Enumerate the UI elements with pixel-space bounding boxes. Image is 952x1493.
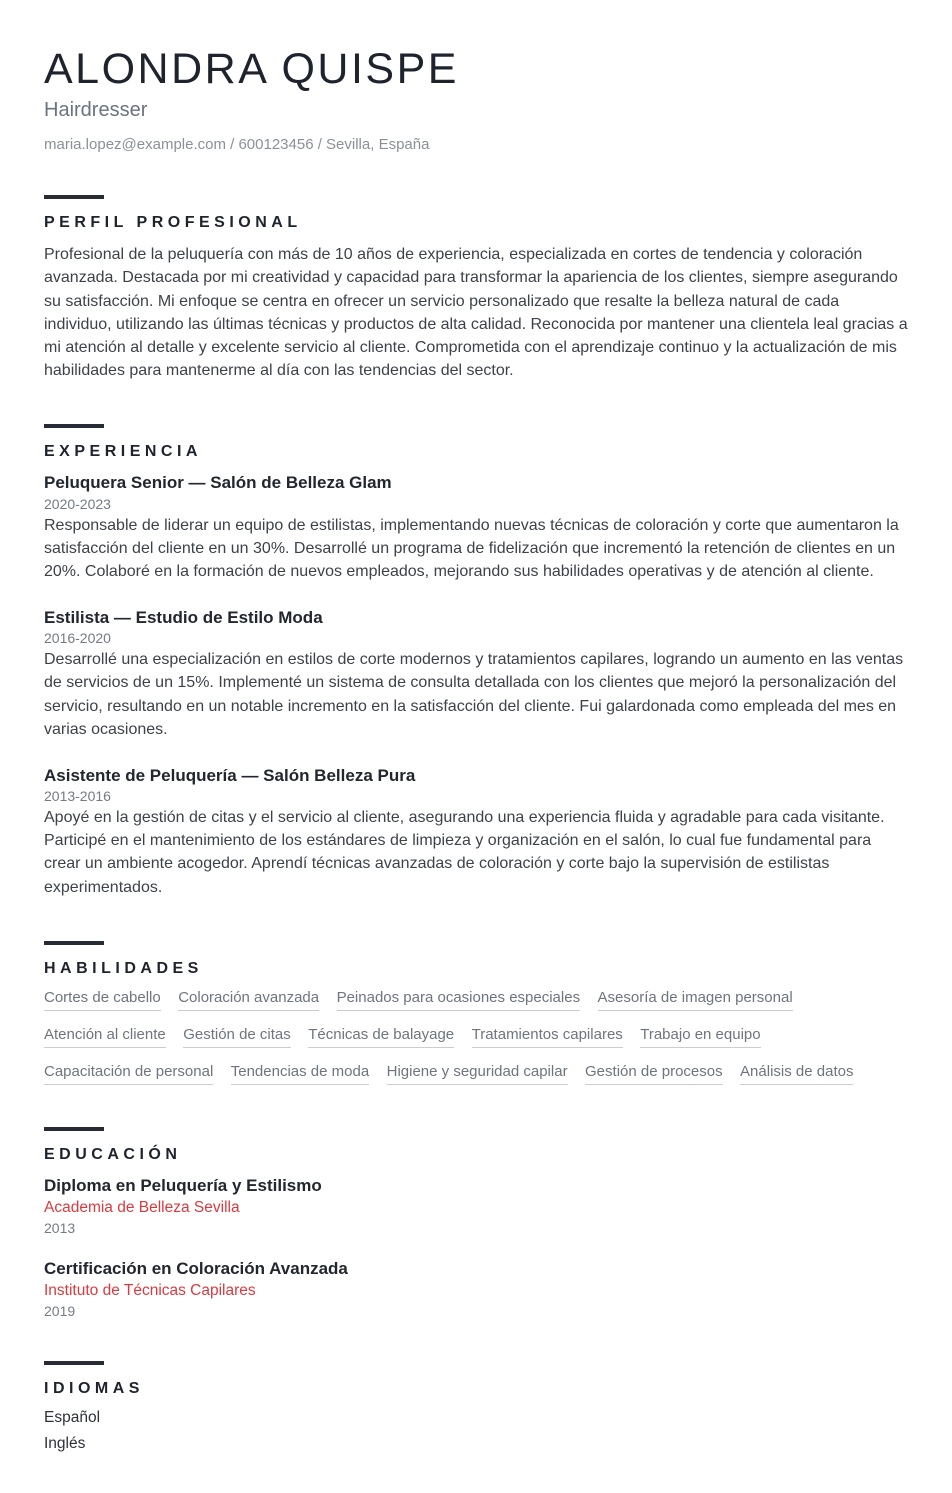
job-entry [44,472,908,583]
education-year: 2013 [44,1219,76,1236]
section-languages [44,1361,908,1453]
skill-item: Higiene y seguridad capilar [387,1063,568,1085]
education-heading: EDUCACIÓN [44,1145,182,1163]
section-rule [44,941,104,945]
section-skills [44,941,908,1085]
section-experience [44,424,908,898]
section-rule [44,424,104,428]
skill-item: Gestión de procesos [585,1063,723,1085]
job-description: Responsable de liderar un equipo de estilistas, implementando nuevas técnicas de coloración y corte que aumentaron la satisfacción del cliente en un 30%. Desarrollé un programa de fidelización que incrementó la retención de clientes en un 20%. Colaboré en la formación de nuevos empleados, mejorando sus habilidades operativas y de atención al cliente. [44,516,899,580]
candidate-name: ALONDRA QUISPE [44,45,459,93]
skills-row [44,1063,908,1085]
profile-heading: PERFIL PROFESIONAL [44,214,302,232]
job-entry [44,765,908,899]
skill-item: Asesoría de imagen personal [598,989,793,1011]
job-description: Desarrollé una especialización en estilos de corte modernos y tratamientos capilares, logrando un aumento en las ventas de servicios de un 15%. Implementé un sistema de consulta detallada con los clientes que mejoró la personalización del servicio, resultando en un notable incremento en la satisfacción del cliente. Fui galardonada como empleada del mes en varias ocasiones. [44,651,904,738]
skill-item: Trabajo en equipo [640,1026,760,1048]
language-item: Español [44,1408,101,1426]
languages-heading: IDIOMAS [44,1379,144,1397]
section-rule [44,1361,104,1365]
job-entry [44,607,908,741]
candidate-role: Hairdresser [44,99,148,122]
skill-item: Tratamientos capilares [472,1026,623,1048]
section-profile [44,195,908,382]
section-rule [44,1127,104,1131]
skill-item: Capacitación de personal [44,1063,213,1085]
education-degree: Diploma en Peluquería y Estilismo [44,1175,322,1195]
contact-info: maria.lopez@example.com / 600123456 / Sevilla, España [44,136,430,154]
skill-item: Coloración avanzada [178,989,319,1011]
skills-row [44,1026,908,1048]
job-dates: 2016-2020 [44,630,111,647]
skill-item: Cortes de cabello [44,989,161,1011]
education-entry [44,1175,908,1236]
skill-item: Análisis de datos [740,1063,853,1085]
skill-item: Peinados para ocasiones especiales [337,989,581,1011]
education-year: 2019 [44,1302,76,1319]
section-rule [44,195,104,199]
section-education [44,1127,908,1319]
skill-item: Atención al cliente [44,1026,166,1048]
skill-item: Gestión de citas [183,1026,291,1048]
resume-header [44,46,908,153]
education-degree: Certificación en Coloración Avanzada [44,1258,348,1278]
skill-item: Tendencias de moda [231,1063,369,1085]
skills-row [44,989,908,1011]
education-school: Academia de Belleza Sevilla [44,1198,240,1216]
skills-heading: HABILIDADES [44,959,203,977]
education-entry [44,1258,908,1319]
job-title: Peluquera Senior — Salón de Belleza Glam [44,473,392,493]
education-school: Instituto de Técnicas Capilares [44,1281,256,1299]
job-dates: 2020-2023 [44,495,111,512]
job-title: Estilista — Estudio de Estilo Moda [44,608,323,628]
job-description: Apoyé en la gestión de citas y el servicio al cliente, asegurando una experiencia fluida y agradable para cada visitante. Participé en el mantenimiento de los estándares de limpieza y organización en el salón, lo cual fue fundamental para crear un ambiente acogedor. Aprendí técnicas avanzadas de coloración y corte bajo la supervisión de estilistas experimentados. [44,809,885,896]
job-dates: 2013-2016 [44,788,111,805]
profile-text: Profesional de la peluquería con más de 10 años de experiencia, especializada en cortes de tendencia y coloración avanzada. Destacada por mi creatividad y capacidad para transformar la apariencia de los clientes, siempre asegurando su satisfacción. Mi enfoque se centra en ofrecer un servicio personalizado que resalte la belleza natural de cada individuo, utilizando las últimas técnicas y productos de alta calidad. Reconocida por mantener una clientela leal gracias a mi atención al detalle y excelente servicio al cliente. Comprometida con el aprendizaje continuo y la actualización de mis habilidades para mantenerme al día con las tendencias del sector. [44,246,908,380]
job-title: Asistente de Peluquería — Salón Belleza Pura [44,765,416,785]
language-item: Inglés [44,1434,86,1452]
experience-heading: EXPERIENCIA [44,443,202,461]
skill-item: Técnicas de balayage [308,1026,454,1048]
